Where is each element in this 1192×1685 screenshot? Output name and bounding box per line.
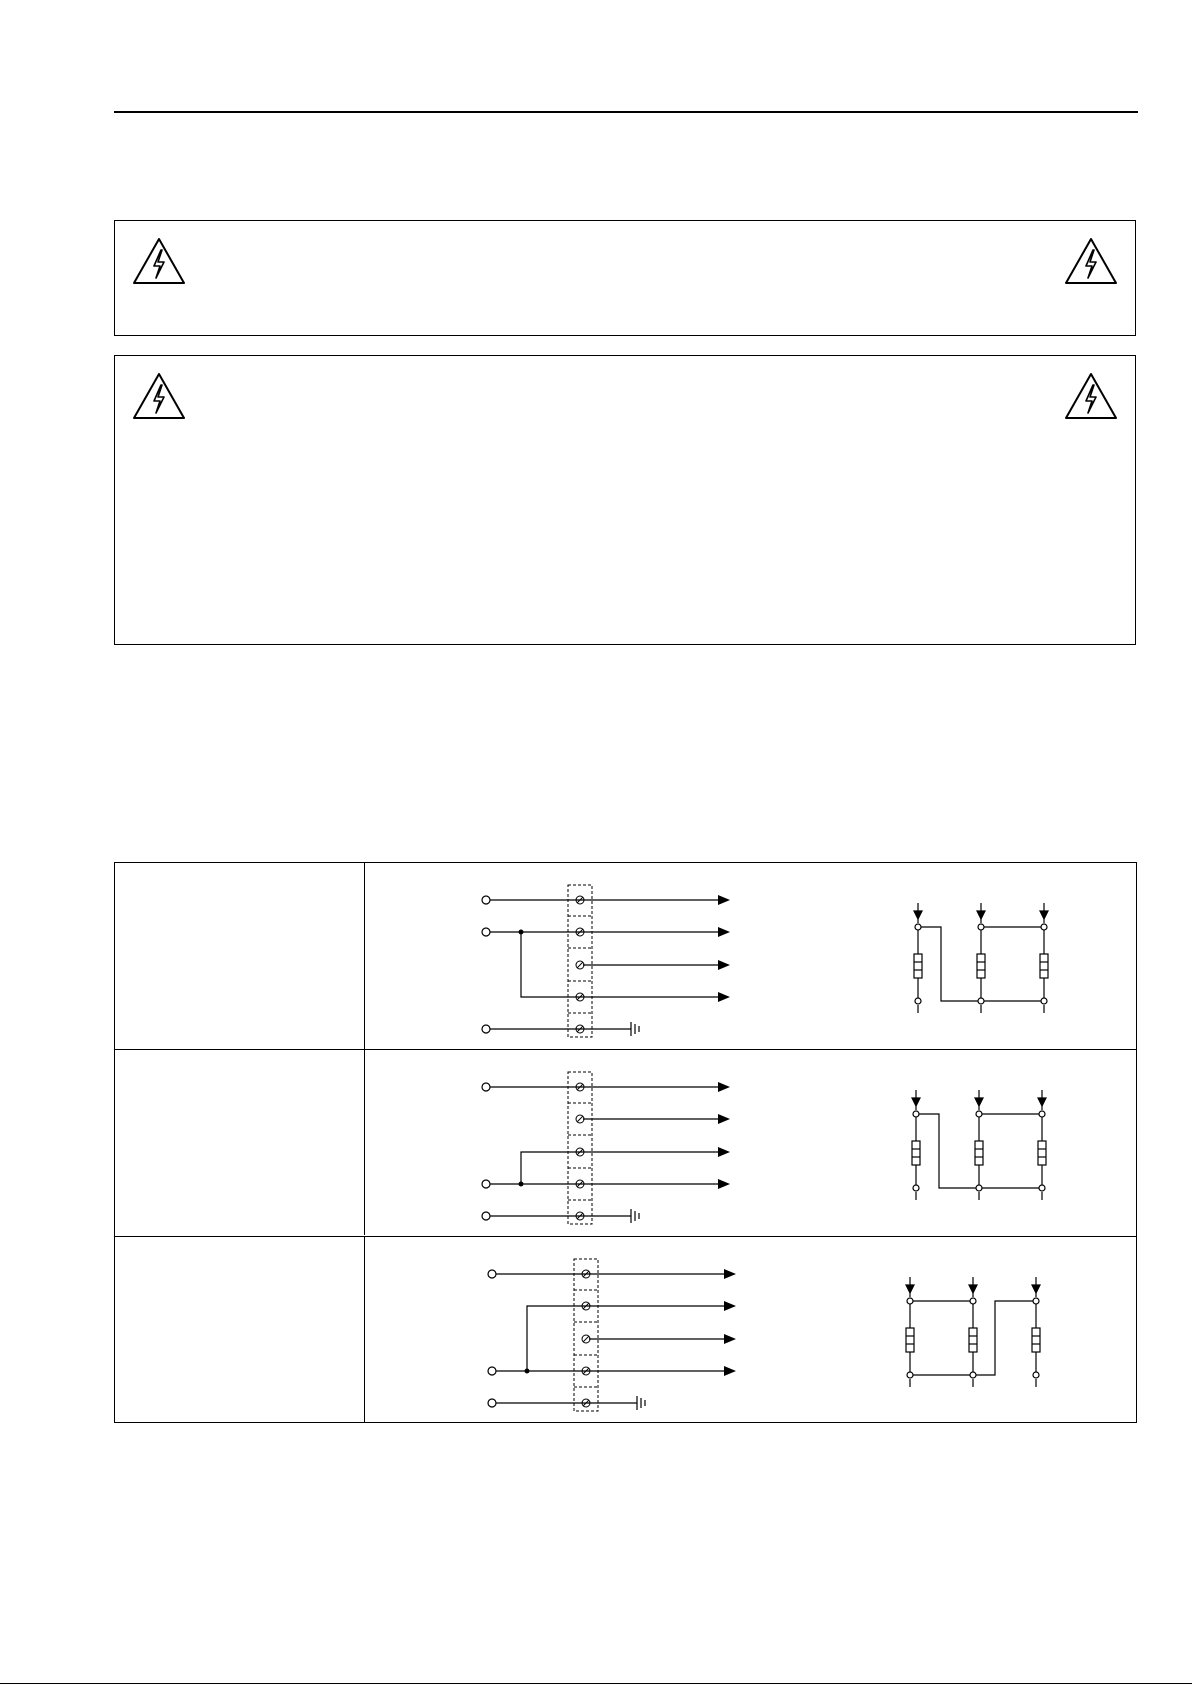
connection-diagram-cell bbox=[365, 1237, 1136, 1422]
high-voltage-icon bbox=[1063, 371, 1119, 421]
footer-rule bbox=[0, 1683, 1192, 1684]
wiring bbox=[489, 900, 718, 1036]
terminal-block bbox=[568, 885, 592, 1037]
high-voltage-icon bbox=[1063, 236, 1119, 286]
table-row bbox=[115, 863, 1136, 1049]
connection-diagram-table bbox=[114, 862, 1137, 1423]
connection-label bbox=[115, 863, 365, 1049]
warning-box-1 bbox=[114, 220, 1136, 336]
connection-diagram-cell bbox=[365, 1050, 1136, 1235]
high-voltage-icon bbox=[131, 236, 187, 286]
connection-label bbox=[115, 1237, 365, 1422]
table-row bbox=[115, 1049, 1136, 1235]
high-voltage-icon bbox=[131, 371, 187, 421]
warning-box-2 bbox=[114, 355, 1136, 645]
load-network bbox=[914, 903, 1048, 1013]
connection-diagram-cell bbox=[365, 863, 1136, 1049]
header-rule bbox=[114, 111, 1138, 113]
output-arrows bbox=[718, 895, 730, 1002]
table-row bbox=[115, 1236, 1136, 1422]
terminal-circles bbox=[482, 896, 490, 1033]
connection-label bbox=[115, 1050, 365, 1235]
